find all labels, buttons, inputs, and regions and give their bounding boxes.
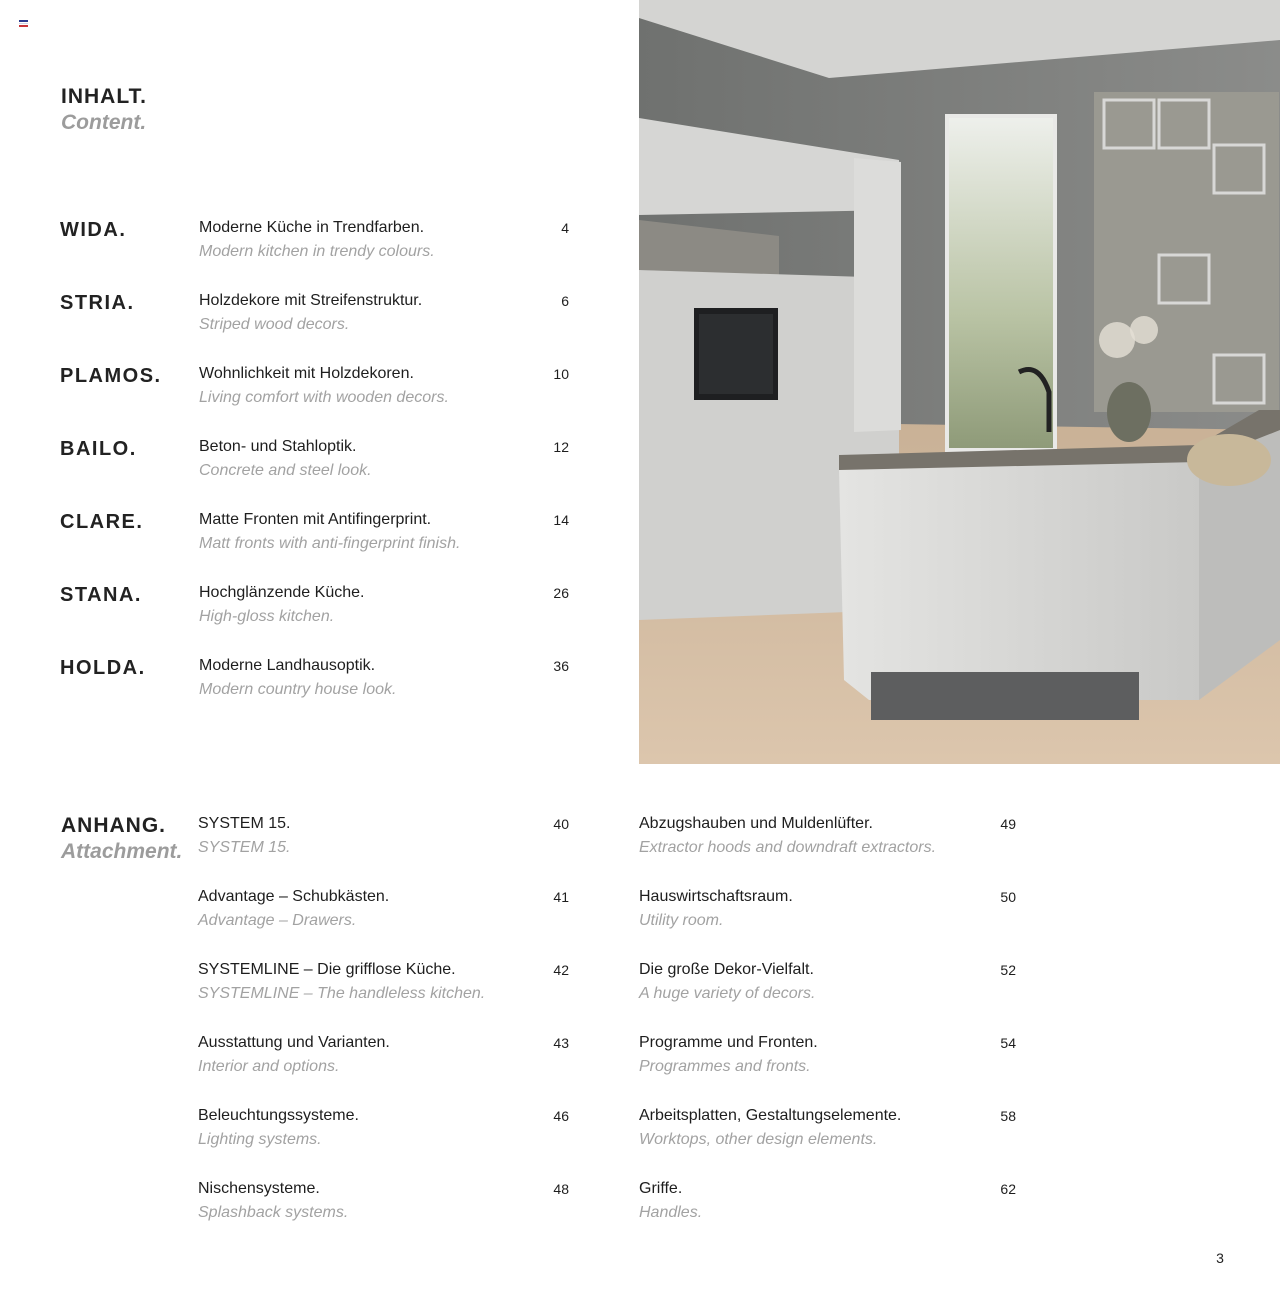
toc-entry-advantage[interactable] <box>0 888 600 938</box>
entry-title-en: Extractor hoods and downdraft extractors. <box>639 839 937 856</box>
entry-title-en: Living comfort with wooden decors. <box>199 389 449 406</box>
entry-title-en: Interior and options. <box>198 1058 340 1075</box>
entry-title-en: Modern country house look. <box>199 681 397 698</box>
entry-title-en: Lighting systems. <box>198 1131 322 1148</box>
toc-entry-programme[interactable] <box>639 1034 1039 1084</box>
entry-title-en: Concrete and steel look. <box>199 462 372 479</box>
entry-title-de: Griffe. <box>639 1180 683 1197</box>
entry-title-de: Moderne Landhausoptik. <box>199 657 376 674</box>
contents-subtitle: Content. <box>61 111 147 134</box>
page-number: 50 <box>1000 889 1016 905</box>
program-name: HOLDA. <box>60 657 146 679</box>
page-number: 26 <box>553 585 569 601</box>
toc-entry-plamos[interactable] <box>0 365 600 415</box>
entry-title-en: Striped wood decors. <box>199 316 350 333</box>
toc-entry-wida[interactable] <box>0 219 600 269</box>
program-name: STRIA. <box>60 292 135 314</box>
entry-title-de: Arbeitsplatten, Gestaltungselemente. <box>639 1107 902 1124</box>
page-number: 54 <box>1000 1035 1016 1051</box>
toc-entry-system15[interactable] <box>0 815 600 865</box>
toc-entry-clare[interactable] <box>0 511 600 561</box>
page-number: 49 <box>1000 816 1016 832</box>
program-name: BAILO. <box>60 438 137 460</box>
toc-entry-dekor[interactable] <box>639 961 1039 1011</box>
entry-title-en: Splashback systems. <box>198 1204 349 1221</box>
appendix-subtitle: Attachment. <box>61 840 183 863</box>
page-number: 42 <box>553 962 569 978</box>
toc-entry-holda[interactable] <box>0 657 600 707</box>
page-number: 48 <box>553 1181 569 1197</box>
entry-title-de: SYSTEMLINE – Die grifflose Küche. <box>198 961 456 978</box>
entry-title-de: Hauswirtschaftsraum. <box>639 888 793 905</box>
page-number: 52 <box>1000 962 1016 978</box>
entry-title-en: High-gloss kitchen. <box>199 608 335 625</box>
entry-title-de: Beleuchtungssysteme. <box>198 1107 359 1124</box>
language-flag-icon[interactable] <box>19 20 28 27</box>
page-number: 58 <box>1000 1108 1016 1124</box>
entry-title-en: SYSTEM 15. <box>198 839 291 856</box>
program-name: PLAMOS. <box>60 365 162 387</box>
page-footer-number: 3 <box>1216 1250 1224 1266</box>
entry-title-en: Handles. <box>639 1204 703 1221</box>
entry-title-de: Advantage – Schubkästen. <box>198 888 390 905</box>
toc-entry-griffe[interactable] <box>639 1180 1039 1230</box>
toc-entry-systemline[interactable] <box>0 961 600 1011</box>
entry-title-en: A huge variety of decors. <box>639 985 816 1002</box>
page-number: 41 <box>553 889 569 905</box>
toc-entry-stana[interactable] <box>0 584 600 634</box>
toc-entry-beleuchtung[interactable] <box>0 1107 600 1157</box>
entry-title-de: Abzugshauben und Muldenlüfter. <box>639 815 873 832</box>
entry-title-de: Nischensysteme. <box>198 1180 320 1197</box>
page-number: 46 <box>553 1108 569 1124</box>
entry-title-en: Worktops, other design elements. <box>639 1131 878 1148</box>
toc-entry-nischen[interactable] <box>0 1180 600 1230</box>
entry-title-en: Utility room. <box>639 912 724 929</box>
page-number: 4 <box>561 220 569 236</box>
entry-title-de: Moderne Küche in Trendfarben. <box>199 219 425 236</box>
page-number: 10 <box>553 366 569 382</box>
toc-entry-ausstattung[interactable] <box>0 1034 600 1084</box>
entry-title-de: Ausstattung und Varianten. <box>198 1034 390 1051</box>
page-number: 62 <box>1000 1181 1016 1197</box>
entry-title-de: SYSTEM 15. <box>198 815 291 832</box>
entry-title-de: Wohnlichkeit mit Holzdekoren. <box>199 365 414 382</box>
page-number: 36 <box>553 658 569 674</box>
entry-title-de: Hochglänzende Küche. <box>199 584 365 601</box>
program-name: STANA. <box>60 584 142 606</box>
appendix-title: ANHANG. <box>61 814 166 837</box>
entry-title-en: Advantage – Drawers. <box>198 912 357 929</box>
page-number: 43 <box>553 1035 569 1051</box>
entry-title-en: Matt fronts with anti-fingerprint finish. <box>199 535 461 552</box>
program-name: CLARE. <box>60 511 144 533</box>
toc-entry-hauswirtschaft[interactable] <box>639 888 1039 938</box>
page-number: 14 <box>553 512 569 528</box>
entry-title-de: Programme und Fronten. <box>639 1034 818 1051</box>
kitchen-illustration <box>639 0 1280 764</box>
page-number: 40 <box>553 816 569 832</box>
contents-title: INHALT. <box>61 85 147 108</box>
entry-title-en: Programmes and fronts. <box>639 1058 811 1075</box>
entry-title-de: Die große Dekor-Vielfalt. <box>639 961 814 978</box>
toc-entry-bailo[interactable] <box>0 438 600 488</box>
entry-title-de: Holzdekore mit Streifenstruktur. <box>199 292 423 309</box>
page-number: 6 <box>561 293 569 309</box>
page-number: 12 <box>553 439 569 455</box>
toc-entry-abzugshauben[interactable] <box>639 815 1039 865</box>
kitchen-photo <box>639 0 1280 764</box>
toc-entry-arbeitsplatten[interactable] <box>639 1107 1039 1157</box>
entry-title-en: SYSTEMLINE – The handleless kitchen. <box>198 985 486 1002</box>
toc-entry-stria[interactable] <box>0 292 600 342</box>
program-name: WIDA. <box>60 219 127 241</box>
entry-title-de: Matte Fronten mit Antifingerprint. <box>199 511 432 528</box>
entry-title-de: Beton- und Stahloptik. <box>199 438 357 455</box>
entry-title-en: Modern kitchen in trendy colours. <box>199 243 435 260</box>
